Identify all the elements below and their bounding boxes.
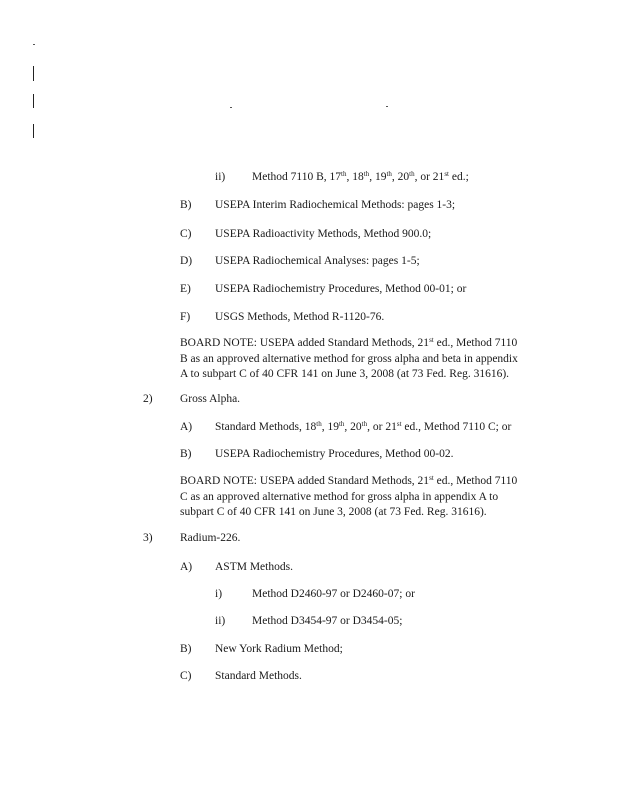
change-bar [33,66,34,81]
item-label: E) [180,283,191,295]
item-label: D) [180,255,193,267]
item-label: A) [180,421,193,433]
item-label: ii) [215,615,226,627]
item-text: Method 7110 B, 17th, 18th, 19th, 20th, or 21st ed.; [252,170,469,183]
item-label: i) [215,588,223,600]
item-label: ii) [215,171,226,183]
section-label: 2) [143,393,153,405]
item-label: B) [180,643,192,655]
board-note: BOARD NOTE: USEPA added Standard Methods, 21st ed., Method 7110 C as an approved alternative method for gross alpha in appendix A to subpart C of 40 CFR 141 on June 3, 2008 (at 73 Fed. Reg. 31616). [180,474,518,518]
item-text: Standard Methods. [215,670,302,682]
section-title: Gross Alpha. [180,393,241,405]
item-label: B) [180,448,192,460]
item-text: USEPA Radiochemistry Procedures, Method 00-02. [215,448,454,460]
scan-speck [230,107,232,108]
scan-speck [33,44,35,45]
item-text: USEPA Radioactivity Methods, Method 900.0; [215,228,432,240]
item-text: USEPA Radiochemical Analyses: pages 1-5; [215,255,420,267]
item-label: C) [180,670,192,682]
section-title: Radium-226. [180,532,241,544]
item-text: USEPA Interim Radiochemical Methods: pages 1-3; [215,199,456,211]
item-label: C) [180,228,192,240]
item-label: B) [180,199,192,211]
item-text: USEPA Radiochemistry Procedures, Method 00-01; or [215,283,467,295]
item-text: New York Radium Method; [215,643,343,655]
item-label: A) [180,561,193,573]
change-bar [33,124,34,138]
item-text: Method D2460-97 or D2460-07; or [252,588,415,600]
item-text: Method D3454-97 or D3454-05; [252,615,403,627]
item-text: Standard Methods, 18th, 19th, 20th, or 21st ed., Method 7110 C; or [215,420,512,433]
change-bar [33,94,34,108]
section-label: 3) [143,532,153,544]
scan-speck [386,106,388,107]
item-text: USGS Methods, Method R-1120-76. [215,311,385,323]
item-label: F) [180,311,191,323]
item-text: ASTM Methods. [215,561,293,573]
board-note: BOARD NOTE: USEPA added Standard Methods, 21st ed., Method 7110 B as an approved alternative method for gross alpha and beta in appendix A to subpart C of 40 CFR 141 on June 3, 2008 (at 73 Fed. Reg. 31616). [180,336,518,380]
